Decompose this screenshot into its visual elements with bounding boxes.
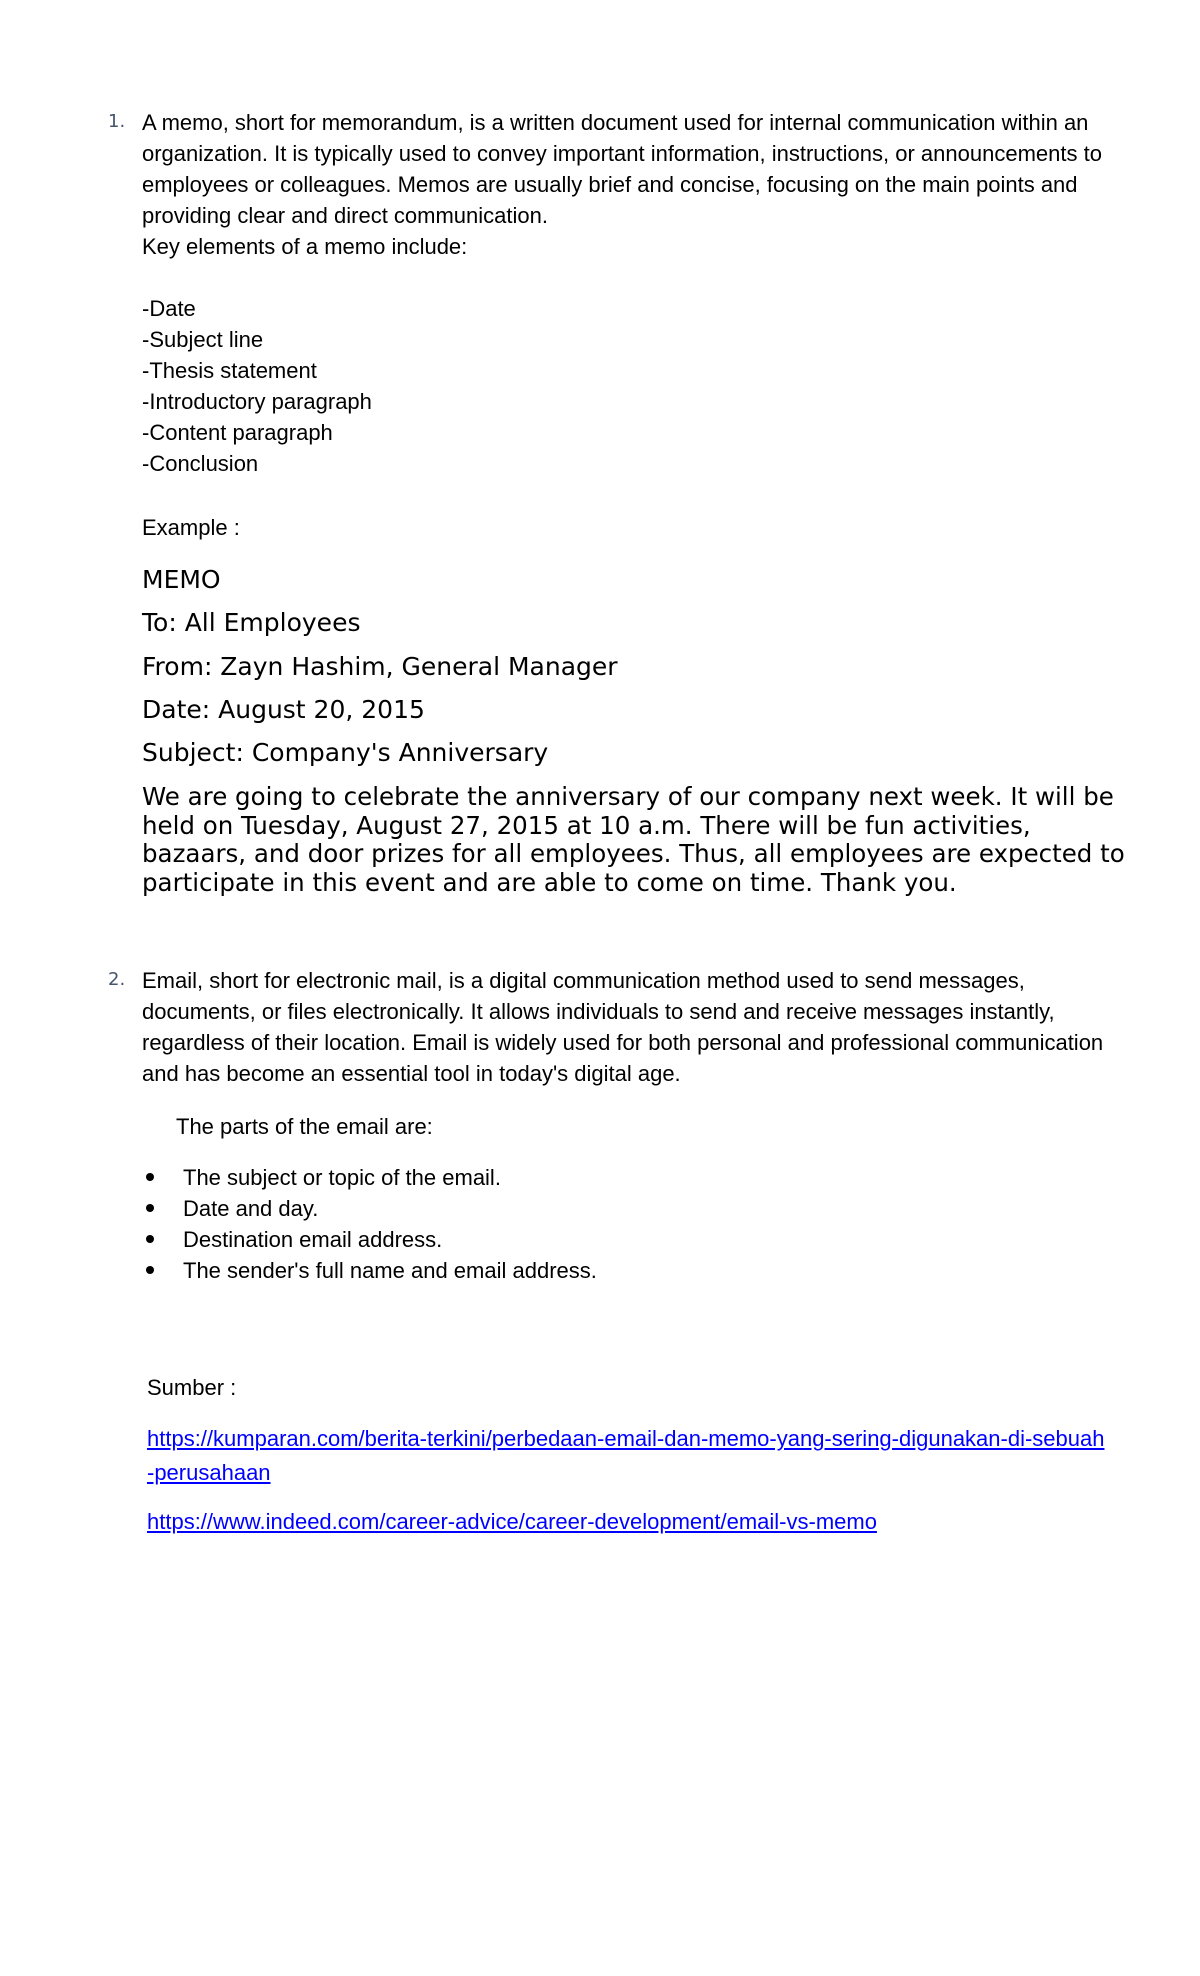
memo-subject-line: Subject: Company's Anniversary <box>142 738 549 767</box>
example-label: Example : <box>142 515 240 540</box>
bullet-icon <box>146 1173 154 1181</box>
email-part-item: Date and day. <box>183 1196 319 1221</box>
memo-to-line: To: All Employees <box>142 608 361 637</box>
list-number-2: 2. <box>108 969 126 990</box>
bullet-icon <box>146 1235 154 1243</box>
key-element-item: -Content paragraph <box>142 420 333 445</box>
key-elements-intro: Key elements of a memo include: <box>142 234 468 259</box>
key-element-item: -Introductory paragraph <box>142 389 372 414</box>
key-element-item: -Conclusion <box>142 451 259 476</box>
list-number-1: 1. <box>108 111 126 132</box>
sources-label: Sumber : <box>147 1375 237 1400</box>
memo-date-line: Date: August 20, 2015 <box>142 695 425 724</box>
email-part-item: The subject or topic of the email. <box>183 1165 501 1190</box>
memo-definition-paragraph: A memo, short for memorandum, is a written document used for internal communication within an organization. It is typically used to convey important information, instructions, or announcements to employees or colleagues. Memos are usually brief and concise, focusing on the main points and providing clear and direct communication. <box>142 110 1102 228</box>
source-link-indeed[interactable]: https://www.indeed.com/career-advice/career-development/email-vs-memo <box>147 1509 877 1534</box>
email-definition-paragraph: Email, short for electronic mail, is a digital communication method used to send messages, documents, or files electronically. It allows individuals to send and receive messages instantly, regardless of their location. Email is widely used for both personal and professional communication and has become an essential tool in today's digital age. <box>142 968 1104 1086</box>
email-part-item: The sender's full name and email address. <box>183 1258 597 1283</box>
bullet-icon <box>146 1204 154 1212</box>
bullet-icon <box>146 1266 154 1274</box>
key-element-item: -Thesis statement <box>142 358 317 383</box>
memo-heading: MEMO <box>142 565 221 594</box>
email-part-item: Destination email address. <box>183 1227 443 1252</box>
email-parts-intro: The parts of the email are: <box>176 1114 433 1139</box>
key-element-item: -Date <box>142 296 196 321</box>
source-link-kumparan[interactable]: https://kumparan.com/berita-terkini/perbedaan-email-dan-memo-yang-sering-digunakan-di-sebuah-perusahaan <box>147 1426 1105 1485</box>
key-element-item: -Subject line <box>142 327 264 352</box>
memo-from-line: From: Zayn Hashim, General Manager <box>142 652 618 681</box>
memo-body: We are going to celebrate the anniversary of our company next week. It will be held on Tuesday, August 27, 2015 at 10 a.m. There will be fun activities, bazaars, and door prizes for all employees. Thus, all employees are expected to participate in this event and are able to come on time. Thank you. <box>142 782 1125 897</box>
